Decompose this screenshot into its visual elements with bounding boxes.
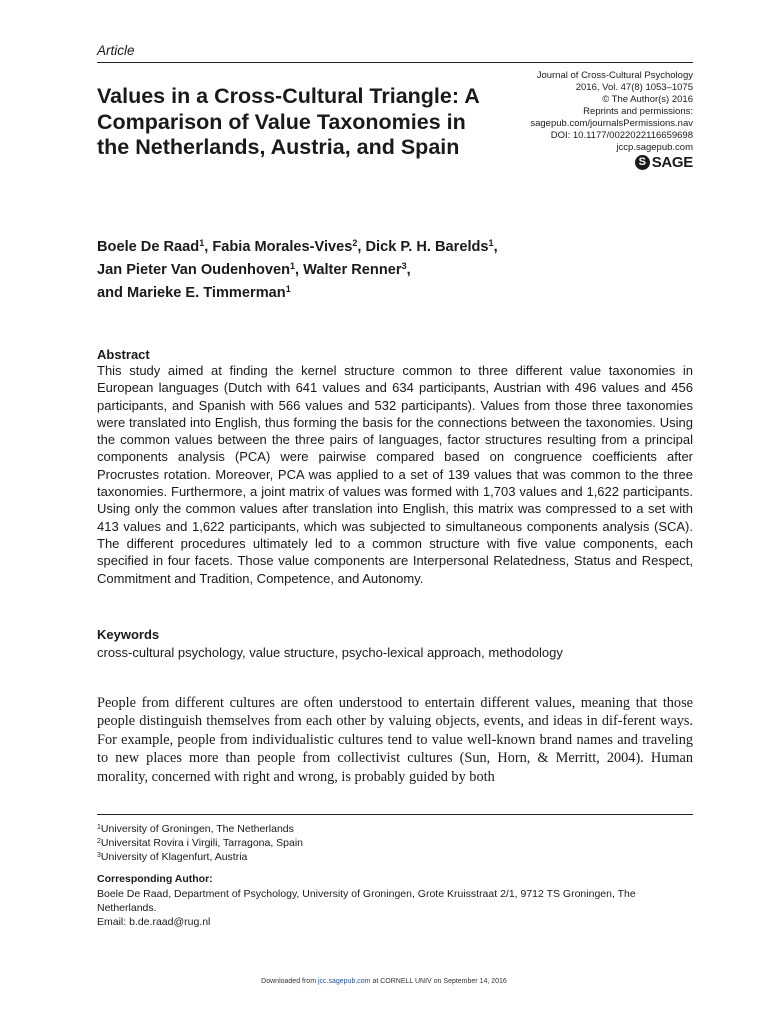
affiliation-number: 3	[97, 852, 101, 859]
affiliation-text: University of Groningen, The Netherlands	[100, 823, 294, 835]
author-name: Fabia Morales-Vives	[212, 239, 353, 255]
keywords-text: cross-cultural psychology, value structure, psycho-lexical approach, methodology	[97, 645, 563, 660]
copyright-line: © The Author(s) 2016	[602, 94, 693, 105]
author-affiliation-mark: 1	[488, 238, 494, 248]
corresponding-author-details	[97, 887, 697, 929]
journal-info	[433, 70, 693, 170]
author-affiliation-mark: 2	[352, 238, 358, 248]
permissions-link[interactable]: sagepub.com/journalsPermissions.nav	[530, 118, 693, 129]
doi-line[interactable]: DOI: 10.1177/0022022116659698	[550, 130, 693, 141]
affiliation-item	[97, 850, 693, 864]
header-rule	[97, 62, 693, 63]
intro-paragraph: People from different cultures are often understood to entertain different values, meaning that those people distinguish themselves from each other by valuing objects, events, and ideas in dif-ferent ways. For example, people from individualistic cultures tend to value well-known brand names and traveling to new places more than people from collectivist cultures (Sun, Horn, & Merritt, 2004). Human morality, concerned with right and wrong, is probably guided by both	[97, 695, 693, 785]
author-affiliation-mark: 1	[285, 284, 291, 294]
author-name: Jan Pieter Van Oudenhoven	[97, 262, 291, 278]
journal-name: Journal of Cross-Cultural Psychology	[536, 70, 693, 81]
download-suffix: at CORNELL UNIV on September 14, 2016	[370, 978, 507, 985]
journal-url[interactable]: jccp.sagepub.com	[616, 142, 693, 153]
affiliation-text: Universitat Rovira i Virgili, Tarragona, Spain	[100, 837, 304, 849]
paper-title: Values in a Cross-Cultural Triangle: A Comparison of Value Taxonomies in the Netherlands, Austria, and Spain	[97, 84, 479, 159]
author-affiliation-mark: 1	[199, 238, 205, 248]
article-type-label: Article	[97, 43, 135, 58]
affiliation-list	[97, 822, 693, 864]
author-separator: ,	[357, 239, 366, 255]
footnote-rule	[97, 814, 693, 815]
abstract-heading: Abstract	[97, 347, 150, 362]
sage-wordmark: SAGE	[651, 153, 693, 171]
author-name: and Marieke E. Timmerman	[97, 285, 286, 301]
affiliation-number: 2	[97, 838, 101, 845]
author-affiliation-mark: 3	[401, 261, 407, 271]
affiliation-item	[97, 836, 693, 850]
download-note	[0, 978, 768, 985]
keywords-heading: Keywords	[97, 627, 160, 642]
reprints-label: Reprints and permissions:	[583, 106, 693, 117]
author-separator: ,	[204, 239, 213, 255]
author-list	[97, 236, 697, 305]
sage-logo	[433, 155, 693, 170]
sage-s-icon: S	[635, 155, 650, 170]
author-name: Dick P. H. Barelds	[365, 239, 489, 255]
author-name: Boele De Raad	[97, 239, 200, 255]
author-separator: ,	[295, 262, 304, 278]
download-link[interactable]: jcc.sagepub.com	[317, 978, 371, 985]
download-prefix: Downloaded from	[261, 978, 318, 985]
author-separator: ,	[406, 262, 411, 278]
affiliation-text: University of Klagenfurt, Austria	[100, 851, 248, 863]
abstract-text: This study aimed at finding the kernel structure common to three different value taxonomies in European languages (Dutch with 641 values and 634 participants, Austrian with 496 values and 456 participants, and Spanish with 566 values and 532 participants). Values from those three taxonomies were translated into English, thus forming the basis for the connections between the taxonomies. Using the common values between the three pairs of languages, factor structures resulting from a principal components analysis (PCA) were pairwise compared based on congruence coefficients after Procrustes rotation. Moreover, PCA was applied to a set of 139 values that was common to the three taxonomies. Furthermore, a joint matrix of values was formed with 1,703 values and 1,622 participants. Using only the common values after translation into English, this matrix was compressed to a set with 413 values and 1,622 participants, which was subjected to simultaneous components analysis (SCA). The different procedures ultimately led to a common structure with five value components, each specified in four facets. Those value components are Interpersonal Relatedness, Status and Respect, Commitment and Tradition, Competence, and Autonomy.	[97, 363, 693, 586]
corresponding-email[interactable]: Email: b.de.raad@rug.nl	[97, 916, 211, 928]
affiliation-number: 1	[97, 824, 101, 831]
author-separator: ,	[493, 239, 498, 255]
journal-volume: 2016, Vol. 47(8) 1053–1075	[575, 82, 693, 93]
author-affiliation-mark: 1	[290, 261, 296, 271]
author-name: Walter Renner	[303, 262, 402, 278]
affiliation-item	[97, 822, 693, 836]
corresponding-address: Boele De Raad, Department of Psychology, University of Groningen, Grote Kruisstraat 2/1, 9712 TS Groningen, The Netherlands.	[97, 888, 636, 914]
corresponding-author-heading: Corresponding Author:	[97, 873, 213, 885]
